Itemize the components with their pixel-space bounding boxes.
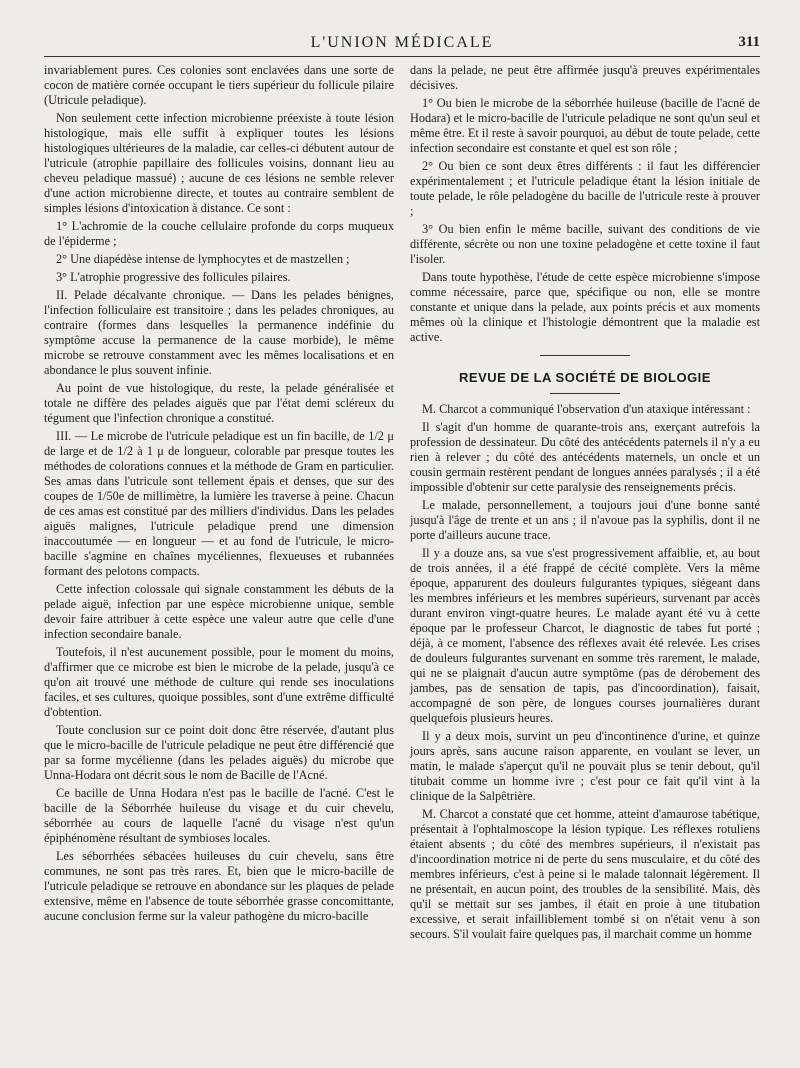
paragraph: M. Charcot a communiqué l'observation d'un ataxique intéressant :	[422, 402, 751, 416]
paragraph: Ce bacille de Unna Hodara n'est pas le bacille de l'acné. C'est le bacille de la Séborrhée huileuse du visage et du cuir chevelu, séborrhée au cours de laquelle l'acné du visage n'est qu'un épiphénomène résultant de symbioses locales.	[44, 786, 394, 845]
text-columns	[44, 63, 760, 945]
paragraph: Il y a douze ans, sa vue s'est progressivement affaiblie, et, au bout de trois années, il a été frappé de cécité complète. Vers la même époque, apparurent des douleurs fulgurantes typiques, siégeant dans les membres inférieurs et les membres supérieurs, survenant par accès durant environ vingt-quatre heures. Le malade ayant été vu à cette époque par le professeur Charcot, le diagnostic de tabes fut porté ; déjà, à ce moment, l'absence des réflexes avait été relevée. Les crises de douleurs fulgurantes survenant en somme très rarement, le malade, qui ne se plaignait d'aucun autre symptôme (pas de dérobement des jambes, pas de sensation de tapis, pas d'incoordination), faisait, accompagné de son père, de longues courses journalières durant quelquefois plusieurs heures.	[410, 546, 760, 725]
paragraph: Le malade, personnellement, a toujours joui d'une bonne santé jusqu'à l'âge de trente et un ans ; il n'avoue pas la syphilis, dont il ne porte d'ailleurs aucune trace.	[410, 498, 760, 542]
paragraph: Toutefois, il n'est aucunement possible, pour le moment du moins, d'affirmer que ce microbe est bien le microbe de la pelade, jusqu'à ce qu'on ait trouvé une méthode de culture qui rende ses inoculations faciles, et ses cultures, quoique possibles, sont d'une extrême difficulté d'obtention.	[44, 645, 394, 719]
paragraph: Cette infection colossale qui signale constamment les débuts de la pelade aiguë, infection par une espèce microbienne unique, semble devoir faire attribuer à cette espèce une valeur autre que celle d'une infection secondaire banale.	[44, 582, 394, 641]
paragraph: Au point de vue histologique, du reste, la pelade généralisée et totale ne diffère des pelades aiguës que par l'état demi scléreux du tégument que l'infection chronique a constitué.	[44, 381, 394, 425]
left-column	[44, 63, 394, 945]
paragraph: Il s'agit d'un homme de quarante-trois ans, exerçant autrefois la profession de dessinateur. Du côté des antécédents paternels il n'y a eu rien à relever ; du côté des antécédents maternels, un oncle et un cousin germain restèrent pendant de longues années paralysés ; il a été impossible d'obtenir sur cette paralysie des renseignements précis.	[410, 420, 760, 494]
paragraph: II. Pelade décalvante chronique. — Dans les pelades bénignes, l'infection folliculaire est transitoire ; dans les pelades chroniques, au contraire (formes dans lesquelles la permanence indéfinie du symptôme accuse la permanence de la cause morbide), le même microbe se retrouve constamment avec les mêmes localisations et en abondance le plus souvent infinie.	[44, 288, 394, 377]
paragraph: M. Charcot a constaté que cet homme, atteint d'amaurose tabétique, présentait à l'ophtalmoscope la lésion typique. Les réflexes rotuliens étaient absents ; du côté des membres supérieurs, il n'existait pas d'incoordination motrice ni de perte du sens musculaire, et du côté des membres inférieurs, c'est à peine si le malade talonnait légèrement. Il ne présentait, en aucun point, des troubles de la sensibilité. Mais, dès qu'il se mettait sur ses jambes, il était en proie à une titubation excessive, et serait infailliblement tombé si on n'était venu à son secours. S'il voulait faire quelques pas, il marchait comme un homme	[410, 807, 760, 941]
paragraph: 2° Une diapédèse intense de lymphocytes et de mastzellen ;	[56, 252, 350, 266]
paragraph: 2° Ou bien ce sont deux êtres différents : il faut les différencier expérimentalement ; et l'utricule peladique étant la lésion initiale de toute pelade, le rôle peladogène du bacille de l'utricule reste à prouver ;	[410, 159, 760, 218]
paragraph: dans la pelade, ne peut être affirmée jusqu'à preuves expérimentales décisives.	[410, 63, 760, 92]
paragraph: Toute conclusion sur ce point doit donc être réservée, d'autant plus que le micro-bacille de l'utricule peladique ne peut être différencié que par sa forme mycélienne (dans les pelades aiguës) du microbe que Unna-Hodara ont décrit sous le nom de Bacille de l'Acné.	[44, 723, 394, 782]
paragraph: 1° L'achromie de la couche cellulaire profonde du corps muqueux de l'épiderme ;	[44, 219, 394, 248]
section-title: REVUE DE LA SOCIÉTÉ DE BIOLOGIE	[459, 370, 711, 385]
paragraph: Il y a deux mois, survint un peu d'incontinence d'urine, et quinze jours après, sans aucune raison apparente, en voulant se lever, un matin, le malade s'aperçut qu'il ne pouvait plus se tenir debout, qu'il titubait comme un homme ivre ; c'est pour ce fait qu'il vint à la clinique de la Salpêtrière.	[410, 729, 760, 803]
journal-title: L'UNION MÉDICALE	[310, 34, 494, 51]
right-column	[410, 63, 760, 945]
paragraph: III. — Le microbe de l'utricule peladique est un fin bacille, de 1/2 μ de large et de 1/2 à 1 μ de longueur, colorable par presque toutes les méthodes de colorations connues et la méthode de Gram en particulier. Ses amas dans l'utricule sont tellement épais et denses, que sur des coupes de 1/50e de millimètre, la lumière les traverse à peine. Chacun de ces amas est constitué par des milliers d'individus. Dans les pelades aiguës malignes, l'utricule peladique prend une dimension inaccoutumée — en longueur — et au fond de l'utricule, le micro-bacille s'agmine en chaînes mycéliennes, flexueuses et rubannées formant des pelotons compacts.	[44, 429, 394, 578]
title-underline	[550, 393, 620, 394]
paragraph: Dans toute hypothèse, l'étude de cette espèce microbienne s'impose comme nécessaire, parce que, spécifique ou non, elle se montre constante et unique dans la pelade, aux points précis et aux moments mêmes où la clinique et l'histologie démontrent que la maladie est active.	[410, 270, 760, 344]
section-divider	[540, 355, 630, 356]
paragraph: 1° Ou bien le microbe de la séborrhée huileuse (bacille de l'acné de Hodara) et le micro-bacille de l'utricule peladique ne sont qu'un seul et même être. Et il reste à savoir pourquoi, au début de toute pelade, cette infection secondaire est constante et quel est son rôle ;	[410, 96, 760, 155]
paragraph: Non seulement cette infection microbienne préexiste à toute lésion histologique, mais elle suffit à expliquer toutes les lésions histologiques ultérieures de la maladie, car celles-ci débutent autour de l'utricule (atrophie papillaire des follicules voisins, donnant lieu au cheveu peladique massué) ; aucune de ces lésions ne semble relever d'une action microbienne directe, et toutes au contraire semblent de simples lésions d'intoxication à distance. Ce sont :	[44, 111, 394, 215]
paragraph: 3° Ou bien enfin le même bacille, suivant des conditions de vie différente, sécrète ou non une toxine peladogène et cette toxine il faut l'isoler.	[410, 222, 760, 266]
paragraph: invariablement pures. Ces colonies sont enclavées dans une sorte de cocon de matière cornée occupant le tiers supérieur du follicule pilaire (Utricule peladique).	[44, 63, 394, 107]
paragraph: Les séborrhées sébacées huileuses du cuir chevelu, sans être communes, ne sont pas très rares. Et, bien que le micro-bacille de l'utricule peladique se retrouve en abondance sur les plaques de pelade extensive, même en l'absence de toute séborrhée grasse concomittante, aucune conclusion ferme sur la valeur pathogène du micro-bacille	[44, 849, 394, 923]
page-number: 311	[738, 34, 760, 50]
page-header	[44, 30, 760, 57]
paragraph: 3° L'atrophie progressive des follicules pilaires.	[56, 270, 291, 284]
